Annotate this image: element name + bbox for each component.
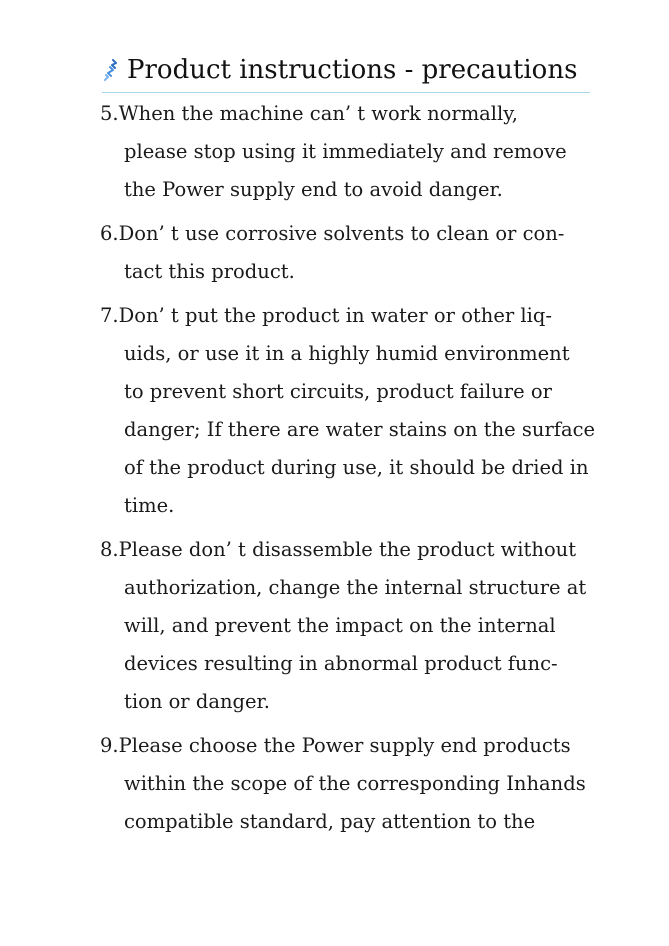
item-line: within the scope of the corresponding Inhands — [124, 772, 586, 795]
list-item — [100, 531, 600, 721]
item-line: danger; If there are water stains on the surface — [124, 418, 596, 441]
item-line: 9.Please choose the Power supply end products — [100, 734, 571, 757]
item-line: to prevent short circuits, product failure or — [124, 380, 552, 403]
item-line: of the product during use, it should be dried in — [124, 456, 589, 479]
item-line: please stop using it immediately and remove — [124, 140, 567, 163]
section-header — [102, 52, 590, 93]
list-item — [100, 727, 600, 841]
item-line: the Power supply end to avoid danger. — [124, 178, 503, 201]
item-line: compatible standard, pay attention to the — [124, 810, 536, 833]
item-line: tion or danger. — [124, 690, 270, 713]
list-item — [100, 95, 600, 209]
item-line: 7.Don’ t put the product in water or other liq- — [100, 304, 552, 327]
item-line: 8.Please don’ t disassemble the product without — [100, 538, 577, 561]
list-item — [100, 215, 600, 291]
item-line: 6.Don’ t use corrosive solvents to clean or con- — [100, 222, 565, 245]
item-line: time. — [124, 494, 175, 517]
list-item — [100, 297, 600, 525]
item-line: uids, or use it in a highly humid environment — [124, 342, 570, 365]
item-line: authorization, change the internal structure at — [124, 576, 587, 599]
lightning-bolt-icon — [102, 59, 122, 81]
item-line: devices resulting in abnormal product func- — [124, 652, 558, 675]
page-title: Product instructions - precautions — [127, 55, 578, 85]
item-line: 5.When the machine can’ t work normally, — [100, 102, 518, 125]
item-line: will, and prevent the impact on the internal — [124, 614, 556, 637]
precautions-list — [100, 95, 600, 847]
item-line: tact this product. — [124, 260, 295, 283]
